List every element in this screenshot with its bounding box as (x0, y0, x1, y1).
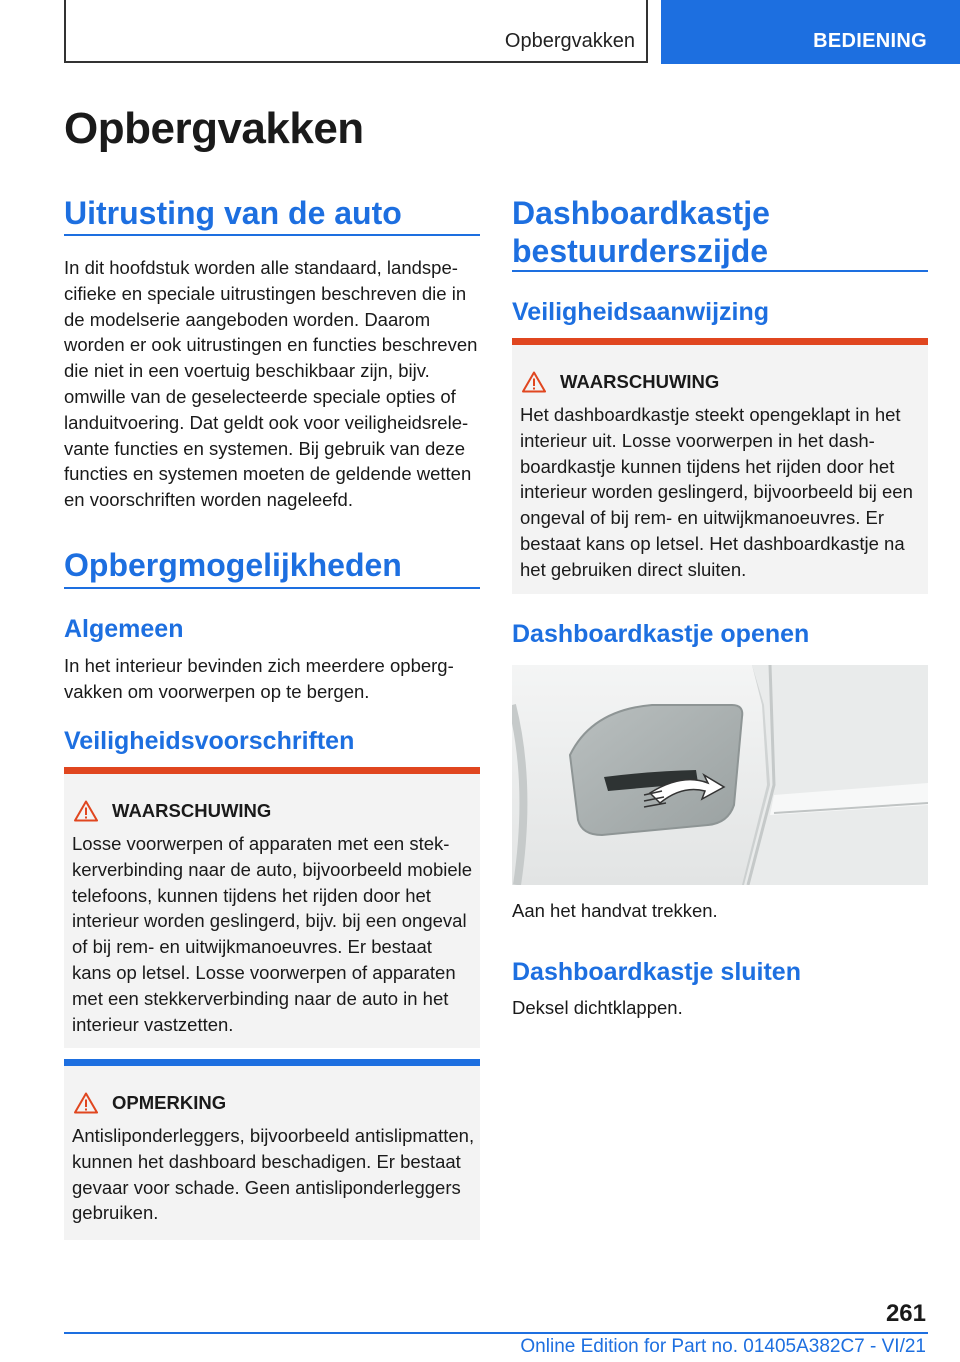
warning-text: Het dashboardkastje steekt opengeklapt in het interieur uit. Losse voorwerpen in het dashboardkastje kunnen tijdens het rijden door het interieur worden geslingerd, bijvoorbeeld bij een ongeval of bij rem- en uitwijkmanoeuvres. Er bestaat kans op letsel. Het dashboardkastje na het gebruiken direct sluiten. (520, 404, 913, 580)
section-heading-dashboardkastje: Dashboardkastje bestuurderszijde (512, 195, 770, 269)
general-paragraph: In het interieur bevinden zich meerdere opbergvakken om voorwerpen op te bergen. (64, 655, 454, 702)
page-number: 261 (885, 1300, 926, 1327)
section-heading-uitrusting: Uitrusting van de auto (64, 195, 402, 231)
warning-title: WAARSCHUWING (112, 800, 272, 821)
warning-triangle-icon (74, 800, 98, 822)
section-heading-opbergmogelijkheden: Opbergmogelijkheden (64, 547, 402, 583)
header-section-title: Opbergvakken (504, 30, 635, 52)
section-rule (512, 270, 928, 272)
intro-paragraph: In dit hoofdstuk worden alle standaard, landspecifieke en speciale uitrustingen beschreven die in de modelserie aangeboden worden. Daarom worden er ook uitrustingen en functies beschreven die niet in een voertuig beschikbaar zijn, bijv. omwille van de geselecteerde speciale opties of landuitvoering. Dat geldt ook voor veiligheidsrelevante functies en systemen. Bij gebruik van deze functies en systemen moeten de geldende wetten en voorschriften worden nageleefd. (64, 257, 478, 511)
close-text: Deksel dichtklappen. (512, 997, 683, 1018)
page-title: Opbergvakken (64, 104, 364, 153)
section-rule (64, 587, 480, 589)
glovebox-illustration (512, 665, 928, 885)
warning-triangle-icon (522, 371, 546, 393)
note-title: OPMERKING (112, 1092, 227, 1113)
footer-edition: Online Edition for Part no. 01405A382C7 - VI/21 (520, 1336, 926, 1357)
note-box (64, 1059, 480, 1240)
subheading-veiligheidsvoorschriften: Veiligheidsvoorschriften (64, 727, 355, 755)
chapter-tab-label: BEDIENING (813, 30, 927, 52)
warning-box (64, 767, 480, 1048)
subheading-openen: Dashboardkastje openen (512, 620, 810, 648)
subheading-veiligheidsaanwijzing: Veiligheidsaanwijzing (512, 298, 770, 326)
footer-rule (64, 1332, 928, 1334)
warning-triangle-icon (74, 1092, 98, 1114)
warning-title: WAARSCHUWING (560, 371, 720, 392)
open-caption: Aan het handvat trekken. (512, 900, 718, 921)
section-rule (64, 234, 480, 236)
subheading-sluiten: Dashboardkastje sluiten (512, 958, 801, 986)
note-text: Antisliponderleggers, bijvoorbeeld antislipmatten, kunnen het dashboard beschadigen. Er bestaat gevaar voor schade. Geen antisliponderleggers gebruiken. (72, 1125, 475, 1224)
warning-text: Losse voorwerpen of apparaten met een stekkerverbinding naar de auto, bijvoorbeeld mobiele telefoons, kunnen tijdens het rijden door het interieur worden geslingerd, bijv. bij een ongeval of bij rem- en uitwijkmanoeuvres. Er bestaat kans op letsel. Losse voorwerpen of apparaten met een stekkerverbinding naar de auto in het interieur vastzetten. (72, 833, 473, 1035)
warning-box (512, 338, 928, 594)
subheading-algemeen: Algemeen (64, 615, 184, 643)
